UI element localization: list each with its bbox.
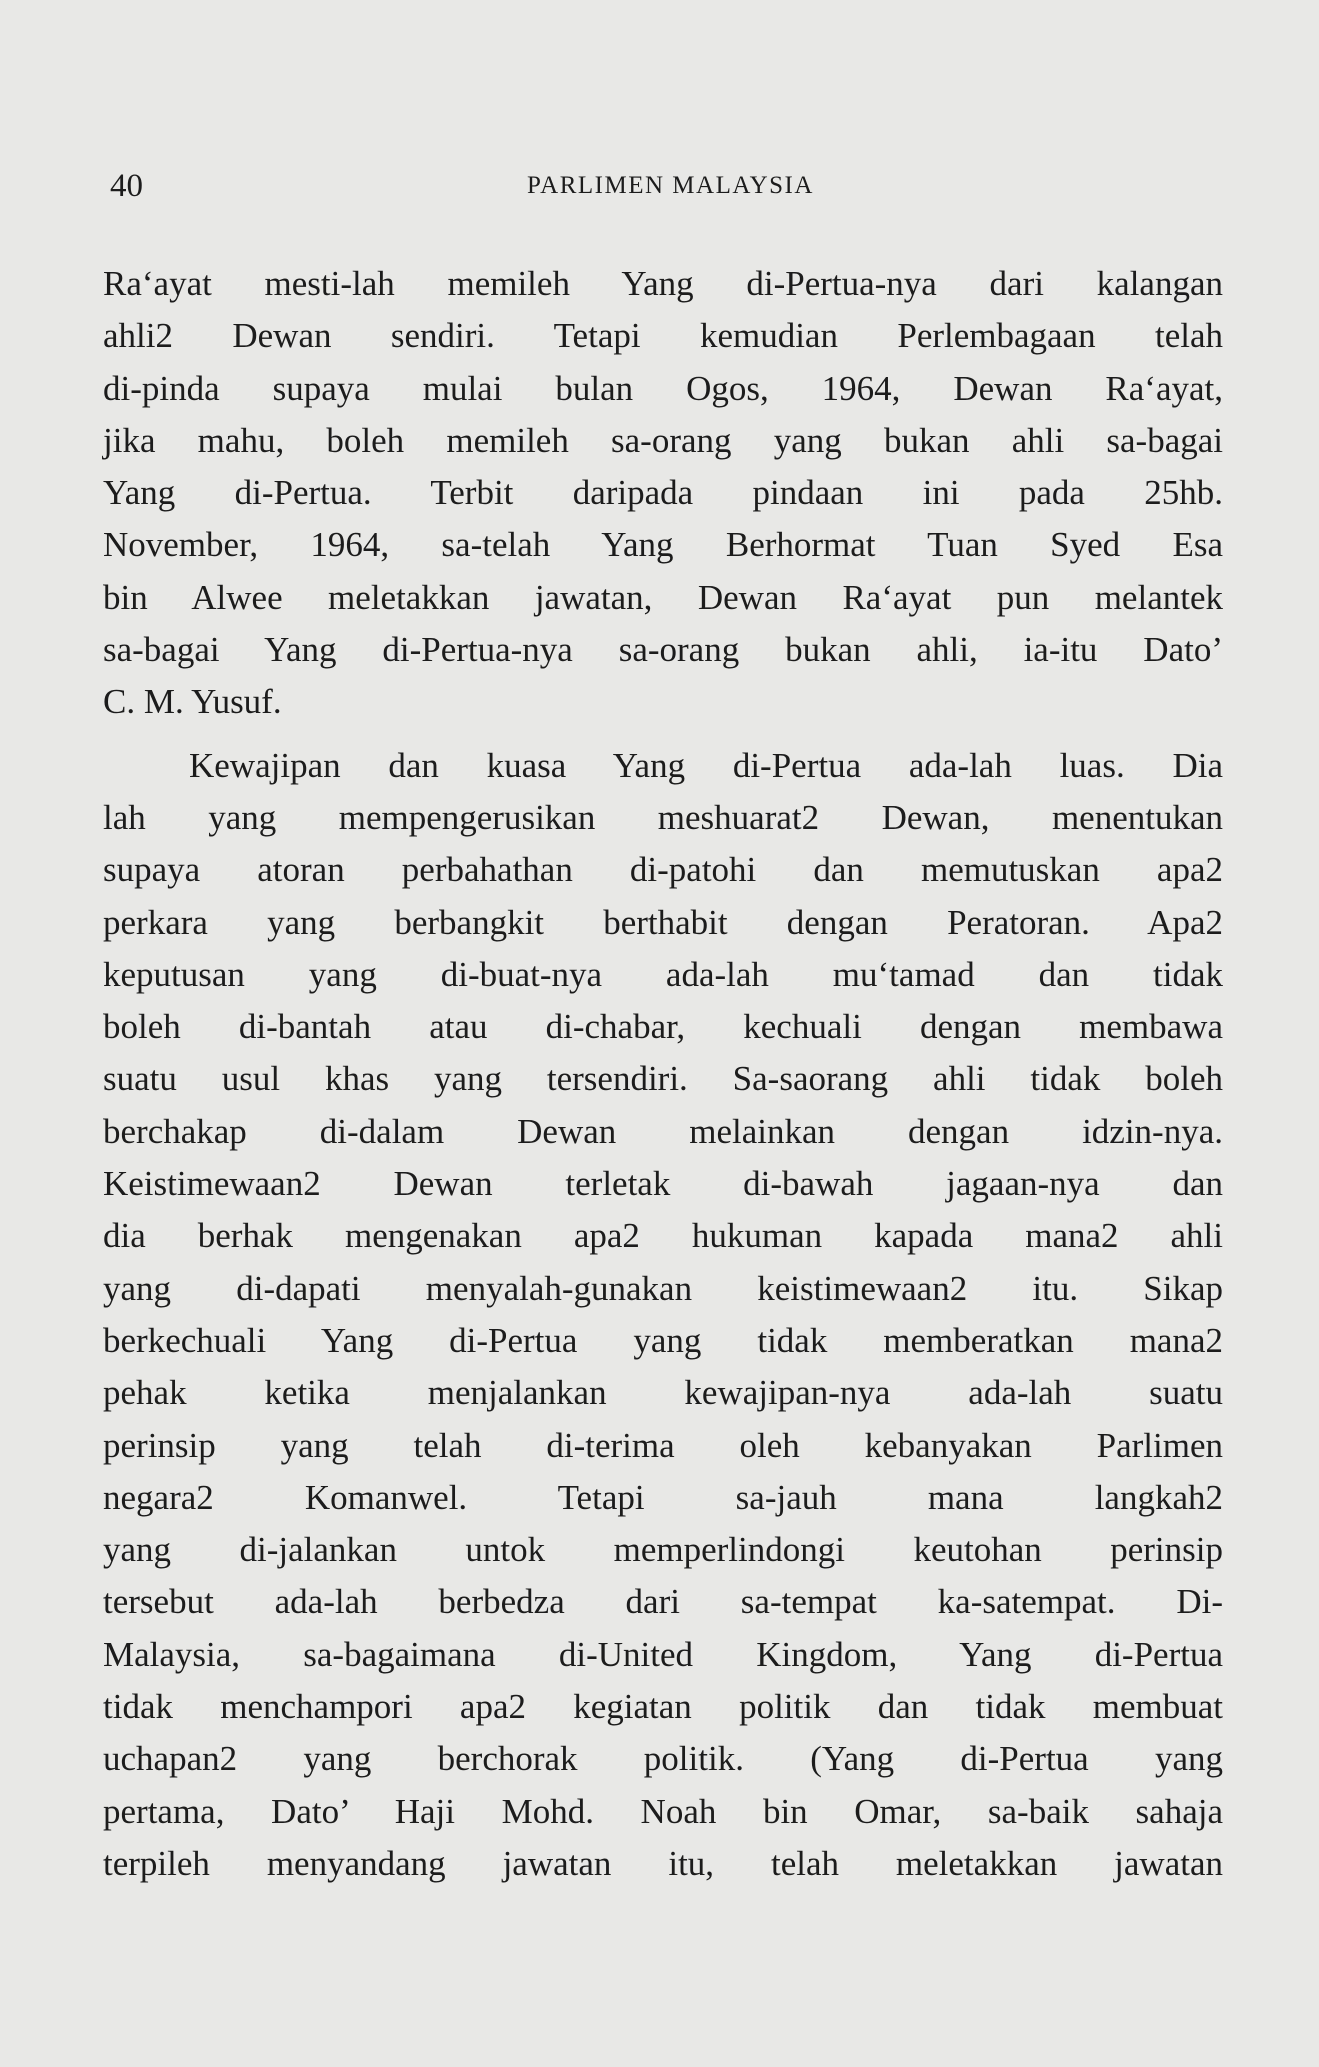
text-line: perkara yang berbangkit berthabit dengan Peratoran. Apa2 (103, 902, 1223, 942)
text-line: sa-bagai Yang di-Pertua-nya sa-orang bukan ahli, ia-itu Dato’ (103, 630, 1223, 670)
text-line: keputusan yang di-buat-nya ada-lah mu‘tamad dan tidak (103, 954, 1223, 994)
text-line: negara2 Komanwel. Tetapi sa-jauh mana langkah2 (103, 1477, 1223, 1517)
text-line: ahli2 Dewan sendiri. Tetapi kemudian Perlembagaan telah (103, 316, 1223, 356)
text-line: suatu usul khas yang tersendiri. Sa-saorang ahli tidak boleh (103, 1059, 1223, 1099)
text-line: lah yang mempengerusikan meshuarat2 Dewan, menentukan (103, 797, 1223, 837)
text-line: Malaysia, sa-bagaimana di-United Kingdom, Yang di-Pertua (103, 1634, 1223, 1674)
text-line: pehak ketika menjalankan kewajipan-nya ada-lah suatu (103, 1373, 1223, 1413)
text-line: Ra‘ayat mesti-lah memileh Yang di-Pertua-nya dari kalangan (103, 264, 1223, 303)
text-line: berkechuali Yang di-Pertua yang tidak memberatkan mana2 (103, 1320, 1223, 1360)
page-number: 40 (110, 168, 143, 204)
text-line: Keistimewaan2 Dewan terletak di-bawah jagaan-nya dan (103, 1164, 1223, 1204)
paragraph (103, 258, 1223, 729)
text-line: terpileh menyandang jawatan itu, telah meletakkan jawatan (103, 1843, 1223, 1883)
text-line: C. M. Yusuf. (103, 682, 282, 722)
text-line: supaya atoran perbahathan di-patohi dan memutuskan apa2 (103, 850, 1223, 890)
text-line: di-pinda supaya mulai bulan Ogos, 1964, Dewan Ra‘ayat, (103, 368, 1223, 408)
text-line: perinsip yang telah di-terima oleh kebanyakan Parlimen (103, 1425, 1223, 1465)
text-line: yang di-jalankan untok memperlindongi keutohan perinsip (103, 1530, 1223, 1570)
paragraph (103, 740, 1223, 1891)
text-line: uchapan2 yang berchorak politik. (Yang di-Pertua yang (103, 1739, 1223, 1779)
text-line: dia berhak mengenakan apa2 hukuman kapada mana2 ahli (103, 1216, 1223, 1256)
text-line: tersebut ada-lah berbedza dari sa-tempat ka-satempat. Di- (103, 1582, 1223, 1622)
text-line: bin Alwee meletakkan jawatan, Dewan Ra‘ayat pun melantek (103, 577, 1223, 617)
text-line: jika mahu, boleh memileh sa-orang yang bukan ahli sa-bagai (103, 420, 1223, 460)
text-line: Yang di-Pertua. Terbit daripada pindaan ini pada 25hb. (103, 473, 1223, 513)
running-head-title: PARLIMEN MALAYSIA (527, 172, 814, 199)
body-text (103, 258, 1223, 1890)
text-line: boleh di-bantah atau di-chabar, kechuali dengan membawa (103, 1007, 1223, 1047)
text-line: tidak menchampori apa2 kegiatan politik dan tidak membuat (103, 1687, 1223, 1727)
text-line: pertama, Dato’ Haji Mohd. Noah bin Omar, sa-baik sahaja (103, 1791, 1223, 1831)
text-line: Kewajipan dan kuasa Yang di-Pertua ada-lah luas. Dia (189, 745, 1223, 785)
text-line: berchakap di-dalam Dewan melainkan dengan idzin-nya. (103, 1111, 1223, 1151)
text-line: yang di-dapati menyalah-gunakan keistimewaan2 itu. Sikap (103, 1268, 1223, 1308)
text-line: November, 1964, sa-telah Yang Berhormat Tuan Syed Esa (103, 525, 1223, 565)
